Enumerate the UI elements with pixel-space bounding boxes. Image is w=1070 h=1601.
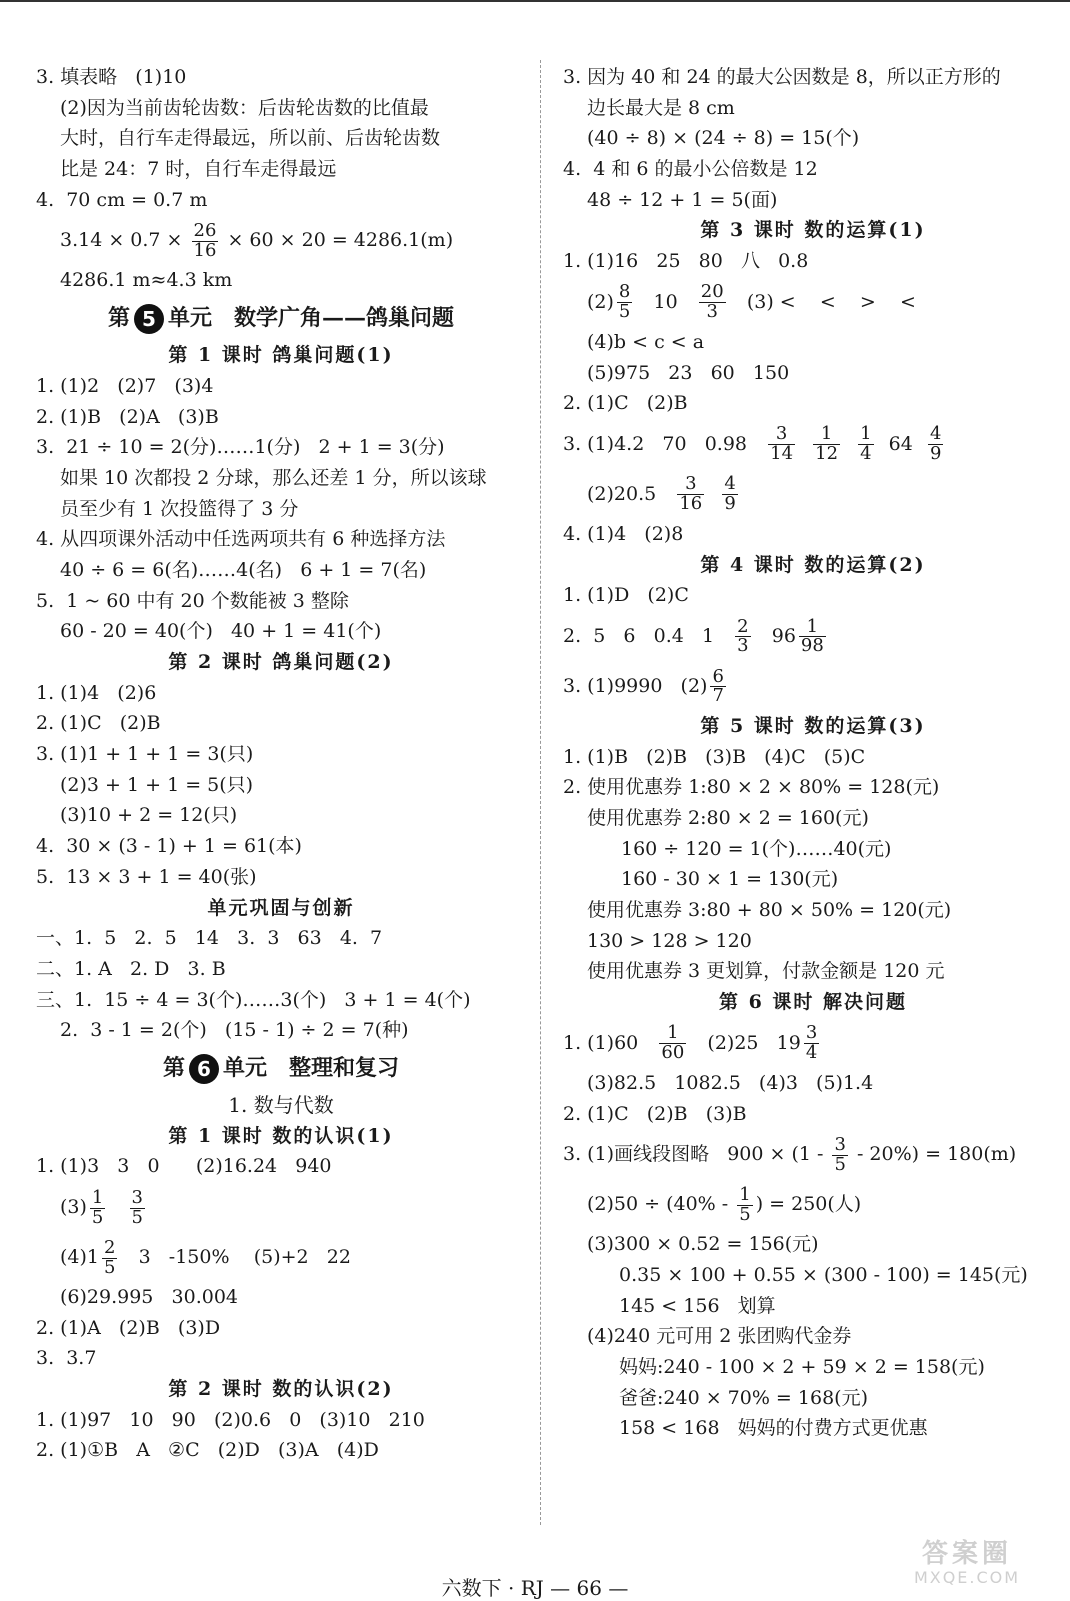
answer-line <box>563 1260 1063 1291</box>
answer-line <box>36 1282 526 1313</box>
unit-number-badge: 5 <box>134 304 164 334</box>
fraction-numerator: 1 <box>813 425 840 445</box>
fraction-numerator: 1 <box>659 1024 686 1044</box>
fraction-denominator: 5 <box>834 1153 846 1175</box>
answer-line <box>36 1232 526 1282</box>
fraction-numerator: 3 <box>768 425 795 445</box>
answer-text: 二、1. A 2. D 3. B <box>36 957 226 980</box>
answer-line <box>563 956 1063 987</box>
fraction-numerator: 1 <box>860 423 872 445</box>
answer-line <box>563 246 1063 277</box>
answer-text: (3) < < > < <box>728 290 916 313</box>
answer-line <box>563 1291 1063 1322</box>
answer-line <box>36 1151 526 1182</box>
fraction-numerator: 1 <box>799 618 826 638</box>
answer-text: 5. 13 × 3 + 1 = 40(张) <box>36 865 257 888</box>
answer-text: 130 > 128 > 120 <box>587 929 752 952</box>
answer-line <box>563 803 1063 834</box>
lesson-heading: 第 4 课时 数的运算(2) <box>700 553 926 576</box>
fraction-denominator: 9 <box>929 443 942 465</box>
fraction-numerator: 8 <box>618 281 631 303</box>
answer-text: 1. (1)16 25 80 八 0.8 <box>563 250 809 273</box>
answer-line <box>563 661 1063 711</box>
answer-line <box>563 277 1063 327</box>
answer-text: 3. 因为 40 和 24 的最大公因数是 8，所以正方形的 <box>563 66 1001 88</box>
answer-text: 使用优惠券 3 更划算，付款金额是 120 元 <box>587 960 945 983</box>
answer-line <box>563 1129 1063 1179</box>
answer-line <box>563 1383 1063 1414</box>
fraction-denominator: 3 <box>706 301 718 323</box>
unit-heading <box>36 296 526 340</box>
answer-line <box>563 327 1063 358</box>
answer-line <box>36 616 526 647</box>
right-column <box>563 62 1063 1444</box>
answer-text: 使用优惠券 3:80 + 80 × 50% = 120(元) <box>587 899 952 922</box>
fraction-numerator: 3 <box>805 1022 818 1044</box>
answer-text: 3. (1)1 + 1 + 1 = 3(只) <box>36 743 254 766</box>
fraction-denominator: 5 <box>91 1206 104 1228</box>
lesson-heading: 第 1 课时 鸽巢问题(1) <box>168 344 394 367</box>
answer-line <box>563 895 1063 926</box>
unit-prefix: 第 <box>107 305 130 332</box>
fraction-numerator: 1 <box>91 1186 104 1208</box>
answer-line <box>36 985 526 1016</box>
fraction-denominator: 4 <box>805 1042 818 1064</box>
answer-text: 3 -150% (5)+2 22 <box>120 1246 351 1268</box>
answer-text: 3. 21 ÷ 10 = 2(分)……1(分) 2 + 1 = 3(分) <box>36 436 445 459</box>
answer-text: 大时，自行车走得最远，所以前、后齿轮齿数 <box>60 127 441 150</box>
answer-text: 2. (1)C (2)B <box>36 712 161 735</box>
fraction-numerator: 2 <box>104 1236 116 1258</box>
unit-title: 整理和复习 <box>289 1054 400 1081</box>
answer-text: 10 <box>635 290 696 313</box>
answer-text: 爸爸:240 × 70% = 168(元) <box>619 1386 868 1409</box>
answer-text: ) = 250(人) <box>755 1193 862 1216</box>
fraction-denominator: 5 <box>739 1203 751 1225</box>
answer-text: 3. 填表略 (1)10 <box>36 66 187 88</box>
answer-text: 使用优惠券 2:80 × 2 = 160(元) <box>587 807 869 829</box>
answer-text: 4. (1)4 (2)8 <box>563 522 684 545</box>
lesson-heading: 第 3 课时 数的运算(1) <box>700 219 926 242</box>
fraction-denominator: 7 <box>712 685 724 707</box>
fraction <box>799 615 826 657</box>
answer-line <box>36 739 526 770</box>
answer-text: (3)10 + 2 = 12(只) <box>60 804 238 827</box>
answer-text: (3)300 × 0.52 = 156(元) <box>587 1233 819 1256</box>
answer-text: 3. (1)画线段图略 900 × (1 - <box>563 1143 830 1166</box>
fraction-denominator: 16 <box>193 239 217 261</box>
fraction-denominator: 60 <box>661 1042 685 1064</box>
left-column <box>36 62 526 1466</box>
answer-line <box>36 1405 526 1436</box>
answer-text: 60 - 20 = 40(个) 40 + 1 = 41(个) <box>60 620 382 643</box>
answer-line <box>563 580 1063 611</box>
answer-text <box>707 483 719 505</box>
answer-text: 如果 10 次都投 2 分球，那么还差 1 分，所以该球 <box>60 466 487 489</box>
answer-line <box>36 463 526 494</box>
answer-line <box>563 1018 1063 1068</box>
answer-line <box>563 1413 1063 1444</box>
answer-line <box>563 93 1063 124</box>
answer-line <box>563 185 1063 216</box>
answer-text: (2)25 19 <box>689 1031 801 1054</box>
answer-line <box>36 1015 526 1046</box>
answer-text: 比是 24：7 时，自行车走得最远 <box>60 158 337 181</box>
answer-line <box>563 772 1063 803</box>
answer-text: 64 <box>876 432 925 455</box>
answer-text: 2. (1)C (2)B <box>563 392 688 415</box>
fraction <box>699 283 726 322</box>
answer-line <box>563 1068 1063 1099</box>
fraction-denominator: 9 <box>724 493 736 515</box>
answer-text: 4. 30 × (3 - 1) + 1 = 61(本) <box>36 835 302 858</box>
answer-line <box>36 800 526 831</box>
answer-text: 3. (1)9990 (2) <box>563 674 708 697</box>
fraction-denominator: 3 <box>737 635 749 657</box>
answer-line <box>563 834 1063 865</box>
answer-line <box>36 770 526 801</box>
answer-text: 1. (1)60 <box>563 1031 657 1054</box>
answer-text: 2. (1)①B A ②C (2)D (3)A (4)D <box>36 1439 379 1462</box>
answer-text: 2. 5 6 0.4 1 <box>563 624 733 647</box>
answer-text: 4. 从四项课外活动中任选两项共有 6 种选择方法 <box>36 528 446 551</box>
fraction <box>90 1186 105 1228</box>
answer-text: 1. (1)2 (2)7 (3)4 <box>36 374 214 397</box>
answer-text: 1. (1)B (2)B (3)B (4)C (5)C <box>563 745 866 768</box>
answer-text: (2)20.5 <box>587 482 675 505</box>
answer-text: 2. 3 - 1 = 2(个) (15 - 1) ÷ 2 = 7(种) <box>60 1019 409 1042</box>
answer-text <box>798 433 810 455</box>
answer-text: 96 <box>753 624 796 647</box>
fraction <box>130 1186 145 1228</box>
unit-number-badge: 6 <box>189 1054 219 1084</box>
answer-text: (2) <box>587 290 614 313</box>
answer-line <box>563 1321 1063 1352</box>
column-divider <box>540 60 541 1525</box>
lesson-heading: 第 6 课时 解决问题 <box>718 991 908 1014</box>
fraction-numerator: 6 <box>712 665 724 687</box>
answer-text: 3. 3.7 <box>36 1347 97 1370</box>
answer-line <box>36 708 526 739</box>
lesson-heading: 单元巩固与创新 <box>207 896 355 919</box>
fraction-numerator: 4 <box>724 473 736 495</box>
fraction <box>102 1236 117 1278</box>
fraction-numerator: 3 <box>677 475 704 495</box>
answer-line <box>563 742 1063 773</box>
answer-line <box>36 524 526 555</box>
fraction <box>804 1024 819 1063</box>
unit-prefix: 第 <box>162 1054 185 1081</box>
answer-line <box>36 123 526 154</box>
answer-line <box>36 432 526 463</box>
page-footer: 六数下 · RJ — 66 — <box>441 1576 629 1600</box>
answer-text: (3) <box>60 1196 87 1218</box>
answer-line <box>36 954 526 985</box>
fraction-denominator: 5 <box>131 1206 143 1228</box>
answer-line <box>36 923 526 954</box>
answer-text: × 60 × 20 = 4286.1(m) <box>221 229 454 252</box>
fraction-numerator: 3 <box>131 1186 143 1208</box>
answer-text: 5. 1 ~ 60 中有 20 个数能被 3 整除 <box>36 589 349 612</box>
answer-line <box>36 586 526 617</box>
answer-text: 1. (1)4 (2)6 <box>36 681 157 704</box>
answer-text: (2)3 + 1 + 1 = 5(只) <box>60 773 254 796</box>
answer-text: (3)82.5 1082.5 (4)3 (5)1.4 <box>587 1071 874 1094</box>
fraction <box>710 665 725 707</box>
fraction-denominator: 5 <box>104 1256 116 1278</box>
answer-line <box>563 123 1063 154</box>
answer-line <box>36 62 526 93</box>
answer-text: 3. (1)4.2 70 0.98 <box>563 432 766 455</box>
answer-text: 4. 4 和 6 的最小公倍数是 12 <box>563 158 818 181</box>
answer-text: 1. (1)D (2)C <box>563 584 689 607</box>
answer-text: (4)b < c < a <box>587 330 705 353</box>
lesson-heading: 第 5 课时 数的运算(3) <box>700 714 926 737</box>
answer-text: 2. 使用优惠券 1:80 × 2 × 80% = 128(元) <box>563 776 940 799</box>
answer-line <box>563 388 1063 419</box>
answer-text: 160 - 30 × 1 = 130(元) <box>621 868 839 891</box>
fraction-numerator: 2 <box>737 615 749 637</box>
fraction <box>813 425 840 464</box>
answer-line <box>36 678 526 709</box>
answer-text: 边长最大是 8 cm <box>587 96 735 119</box>
unit-suffix: 单元 <box>222 1054 267 1081</box>
fraction-denominator: 4 <box>860 443 872 465</box>
answer-text: 40 ÷ 6 = 6(名)……4(名) 6 + 1 = 7(名) <box>60 558 427 581</box>
answer-text: (40 ÷ 8) × (24 ÷ 8) = 15(个) <box>587 127 860 150</box>
answer-line <box>563 1229 1063 1260</box>
unit-heading <box>36 1046 526 1090</box>
fraction <box>832 1133 847 1175</box>
answer-text: 4286.1 m≈4.3 km <box>60 269 233 292</box>
fraction-denominator: 98 <box>800 635 824 657</box>
answer-line <box>563 864 1063 895</box>
answer-text: 158 < 168 妈妈的付费方式更优惠 <box>619 1417 928 1440</box>
fraction <box>617 283 632 322</box>
fraction <box>768 425 795 464</box>
answer-text: (2)50 ÷ (40% - <box>587 1193 735 1216</box>
fraction <box>722 475 737 514</box>
answer-text: 三、1. 15 ÷ 4 = 3(个)……3(个) 3 + 1 = 4(个) <box>36 988 471 1011</box>
answer-line <box>36 1313 526 1344</box>
fraction <box>735 615 750 657</box>
answer-line <box>36 371 526 402</box>
fraction <box>858 425 873 464</box>
answer-line <box>563 926 1063 957</box>
answer-text: 2. (1)C (2)B (3)B <box>563 1102 747 1125</box>
answer-text: 2. (1)B (2)A (3)B <box>36 405 219 428</box>
watermark-main: 答案圈 <box>921 1539 1012 1569</box>
answer-line <box>36 1343 526 1374</box>
answer-line <box>563 611 1063 661</box>
answer-text: (4)240 元可用 2 张团购代金券 <box>587 1325 852 1348</box>
answer-line <box>36 154 526 185</box>
lesson-heading: 第 1 课时 数的认识(1) <box>168 1124 394 1147</box>
answer-line <box>563 419 1063 469</box>
answer-line <box>36 862 526 893</box>
answer-line <box>36 831 526 862</box>
answer-text: 1. (1)3 3 0 (2)16.24 940 <box>36 1155 332 1178</box>
answer-line <box>563 1352 1063 1383</box>
fraction-denominator: 14 <box>770 443 794 465</box>
fraction <box>659 1024 686 1063</box>
fraction-denominator: 5 <box>618 301 631 323</box>
fraction <box>737 1183 752 1225</box>
answer-text: 145 < 156 划算 <box>619 1294 776 1317</box>
watermark-logo <box>882 1540 1052 1592</box>
fraction <box>677 475 704 514</box>
fraction-numerator: 4 <box>929 423 942 445</box>
answer-text: 一、1. 5 2. 5 14 3. 3 63 4. 7 <box>36 927 383 950</box>
answer-text: 妈妈:240 - 100 × 2 + 59 × 2 = 158(元) <box>619 1355 985 1378</box>
top-rule <box>0 0 1070 2</box>
answer-text: 160 ÷ 120 = 1(个)……40(元) <box>621 837 892 860</box>
answer-text <box>843 433 855 455</box>
section-subheading: 1. 数与代数 <box>228 1092 334 1117</box>
fraction-numerator: 26 <box>193 220 217 242</box>
fraction-denominator: 12 <box>815 443 839 465</box>
fraction <box>192 222 219 261</box>
answer-line <box>563 154 1063 185</box>
answer-text: 0.35 × 100 + 0.55 × (300 - 100) = 145(元) <box>619 1263 1028 1286</box>
lesson-heading: 第 2 课时 数的认识(2) <box>168 1378 394 1401</box>
fraction-numerator: 3 <box>834 1133 846 1155</box>
answer-line <box>36 185 526 216</box>
answer-line <box>36 494 526 525</box>
fraction-numerator: 1 <box>739 1183 751 1205</box>
answer-line <box>563 358 1063 389</box>
answer-line <box>563 519 1063 550</box>
answer-line <box>36 402 526 433</box>
answer-text: 4. 70 cm = 0.7 m <box>36 188 208 211</box>
answer-line <box>36 215 526 265</box>
answer-text <box>108 1196 126 1218</box>
answer-line <box>36 93 526 124</box>
answer-line <box>563 62 1063 93</box>
fraction-numerator: 20 <box>700 281 724 303</box>
answer-line <box>563 1099 1063 1130</box>
answer-text: - 20%) = 180(m) <box>850 1143 1017 1166</box>
answer-line <box>36 1182 526 1232</box>
answer-text: 员至少有 1 次投篮得了 3 分 <box>60 497 299 520</box>
answer-text: 48 ÷ 12 + 1 = 5(面) <box>587 188 778 211</box>
answer-text: 2. (1)A (2)B (3)D <box>36 1316 221 1339</box>
answer-line <box>563 469 1063 519</box>
answer-text: 1. (1)97 10 90 (2)0.6 0 (3)10 210 <box>36 1408 425 1431</box>
lesson-heading: 第 2 课时 鸽巢问题(2) <box>168 651 394 673</box>
answer-text: 3.14 × 0.7 × <box>60 229 189 252</box>
fraction-denominator: 16 <box>679 493 703 515</box>
answer-line <box>36 555 526 586</box>
fraction <box>928 425 943 464</box>
answer-line <box>563 1179 1063 1229</box>
answer-text: (2)因为当前齿轮齿数：后齿轮齿数的比值最 <box>60 96 429 119</box>
answer-line <box>36 1435 526 1466</box>
answer-line <box>36 265 526 296</box>
unit-title: 数学广角——鸽巢问题 <box>234 305 455 332</box>
unit-suffix: 单元 <box>167 305 212 332</box>
answer-text: (5)975 23 60 150 <box>587 361 790 384</box>
watermark-sub: MXQE.COM <box>913 1568 1021 1587</box>
answer-text: (4)1 <box>60 1246 100 1268</box>
answer-text: (6)29.995 30.004 <box>60 1286 238 1308</box>
